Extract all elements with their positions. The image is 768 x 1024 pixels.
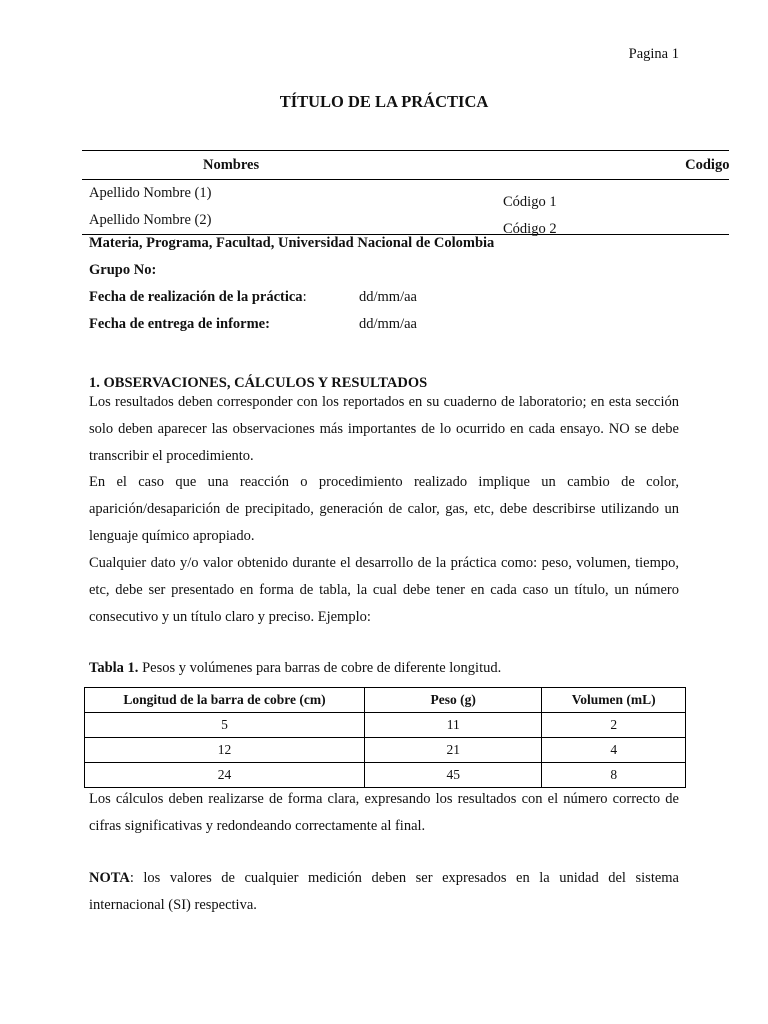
header-nombres: Nombres — [82, 151, 259, 180]
cell-length: 12 — [85, 738, 365, 763]
table-row — [82, 207, 729, 235]
subject-line: Materia, Programa, Facultad, Universidad Nacional de Colombia — [89, 235, 495, 251]
cell-length: 5 — [85, 713, 365, 738]
cell-volume: 4 — [542, 738, 686, 763]
table-caption: Tabla 1. Pesos y volúmenes para barras de cobre de diferente longitud. — [89, 660, 502, 676]
table-row — [85, 713, 686, 738]
student-name: Apellido Nombre (2) — [82, 207, 259, 235]
student-code: Código 1 — [503, 193, 557, 210]
student-code: Código 2 — [259, 207, 729, 235]
table-header-row — [85, 688, 686, 713]
page-title: TÍTULO DE LA PRÁCTICA — [279, 92, 489, 111]
cell-volume: 2 — [542, 713, 686, 738]
names-table-header — [82, 151, 729, 180]
group-label: Grupo No: — [89, 262, 157, 278]
header-length: Longitud de la barra de cobre (cm) — [85, 688, 365, 713]
cell-volume: 8 — [542, 763, 686, 788]
cell-weight: 11 — [365, 713, 542, 738]
header-codigo: Codigo — [259, 151, 729, 180]
report-info — [89, 232, 689, 340]
paragraph-data: Cualquier dato y/o valor obtenido durante el desarrollo de la práctica como: peso, volumen, tiempo, etc, debe ser presentado en forma de tabla, la cual debe tener en cada caso un título, un número consecutivo y un título claro y preciso. Ejemplo: — [89, 555, 679, 625]
paragraph-calculations: Los cálculos deben realizarse de forma clara, expresando los resultados con el número correcto de cifras significativas y redondeando correctamente al final. — [89, 791, 679, 834]
page-number: Pagina 1 — [628, 46, 679, 62]
header-volume: Volumen (mL) — [542, 688, 686, 713]
cell-weight: 45 — [365, 763, 542, 788]
date-done-value: dd/mm/aa — [359, 289, 417, 305]
date-delivery-value: dd/mm/aa — [359, 316, 417, 332]
paragraph-reaction: En el caso que una reacción o procedimiento realizado implique un cambio de color, aparición/desaparición de precipitado, generación de calor, gas, etc, debe describirse utilizando un lenguaje químico apropiado. — [89, 474, 679, 544]
paragraph-results: Los resultados deben corresponder con los reportados en su cuaderno de laboratorio; en esta sección solo deben aparecer las observaciones más importantes de lo ocurrido en cada ensayo. NO se debe transcribir el procedimiento. — [89, 394, 679, 464]
date-done-label: Fecha de realización de la práctica: — [89, 289, 307, 305]
cell-weight: 21 — [365, 738, 542, 763]
date-delivery-label: Fecha de entrega de informe: — [89, 316, 270, 332]
table-row — [85, 738, 686, 763]
cell-length: 24 — [85, 763, 365, 788]
table-row — [85, 763, 686, 788]
student-name: Apellido Nombre (1) — [89, 185, 212, 201]
names-table — [82, 150, 729, 235]
copper-bars-table — [84, 687, 686, 788]
paragraph-note: NOTA: los valores de cualquier medición deben ser expresados en la unidad del sistema internacional (SI) respectiva. — [89, 870, 679, 913]
header-weight: Peso (g) — [365, 688, 542, 713]
section-title: 1. OBSERVACIONES, CÁLCULOS Y RESULTADOS — [89, 375, 428, 391]
table-row — [82, 180, 729, 208]
